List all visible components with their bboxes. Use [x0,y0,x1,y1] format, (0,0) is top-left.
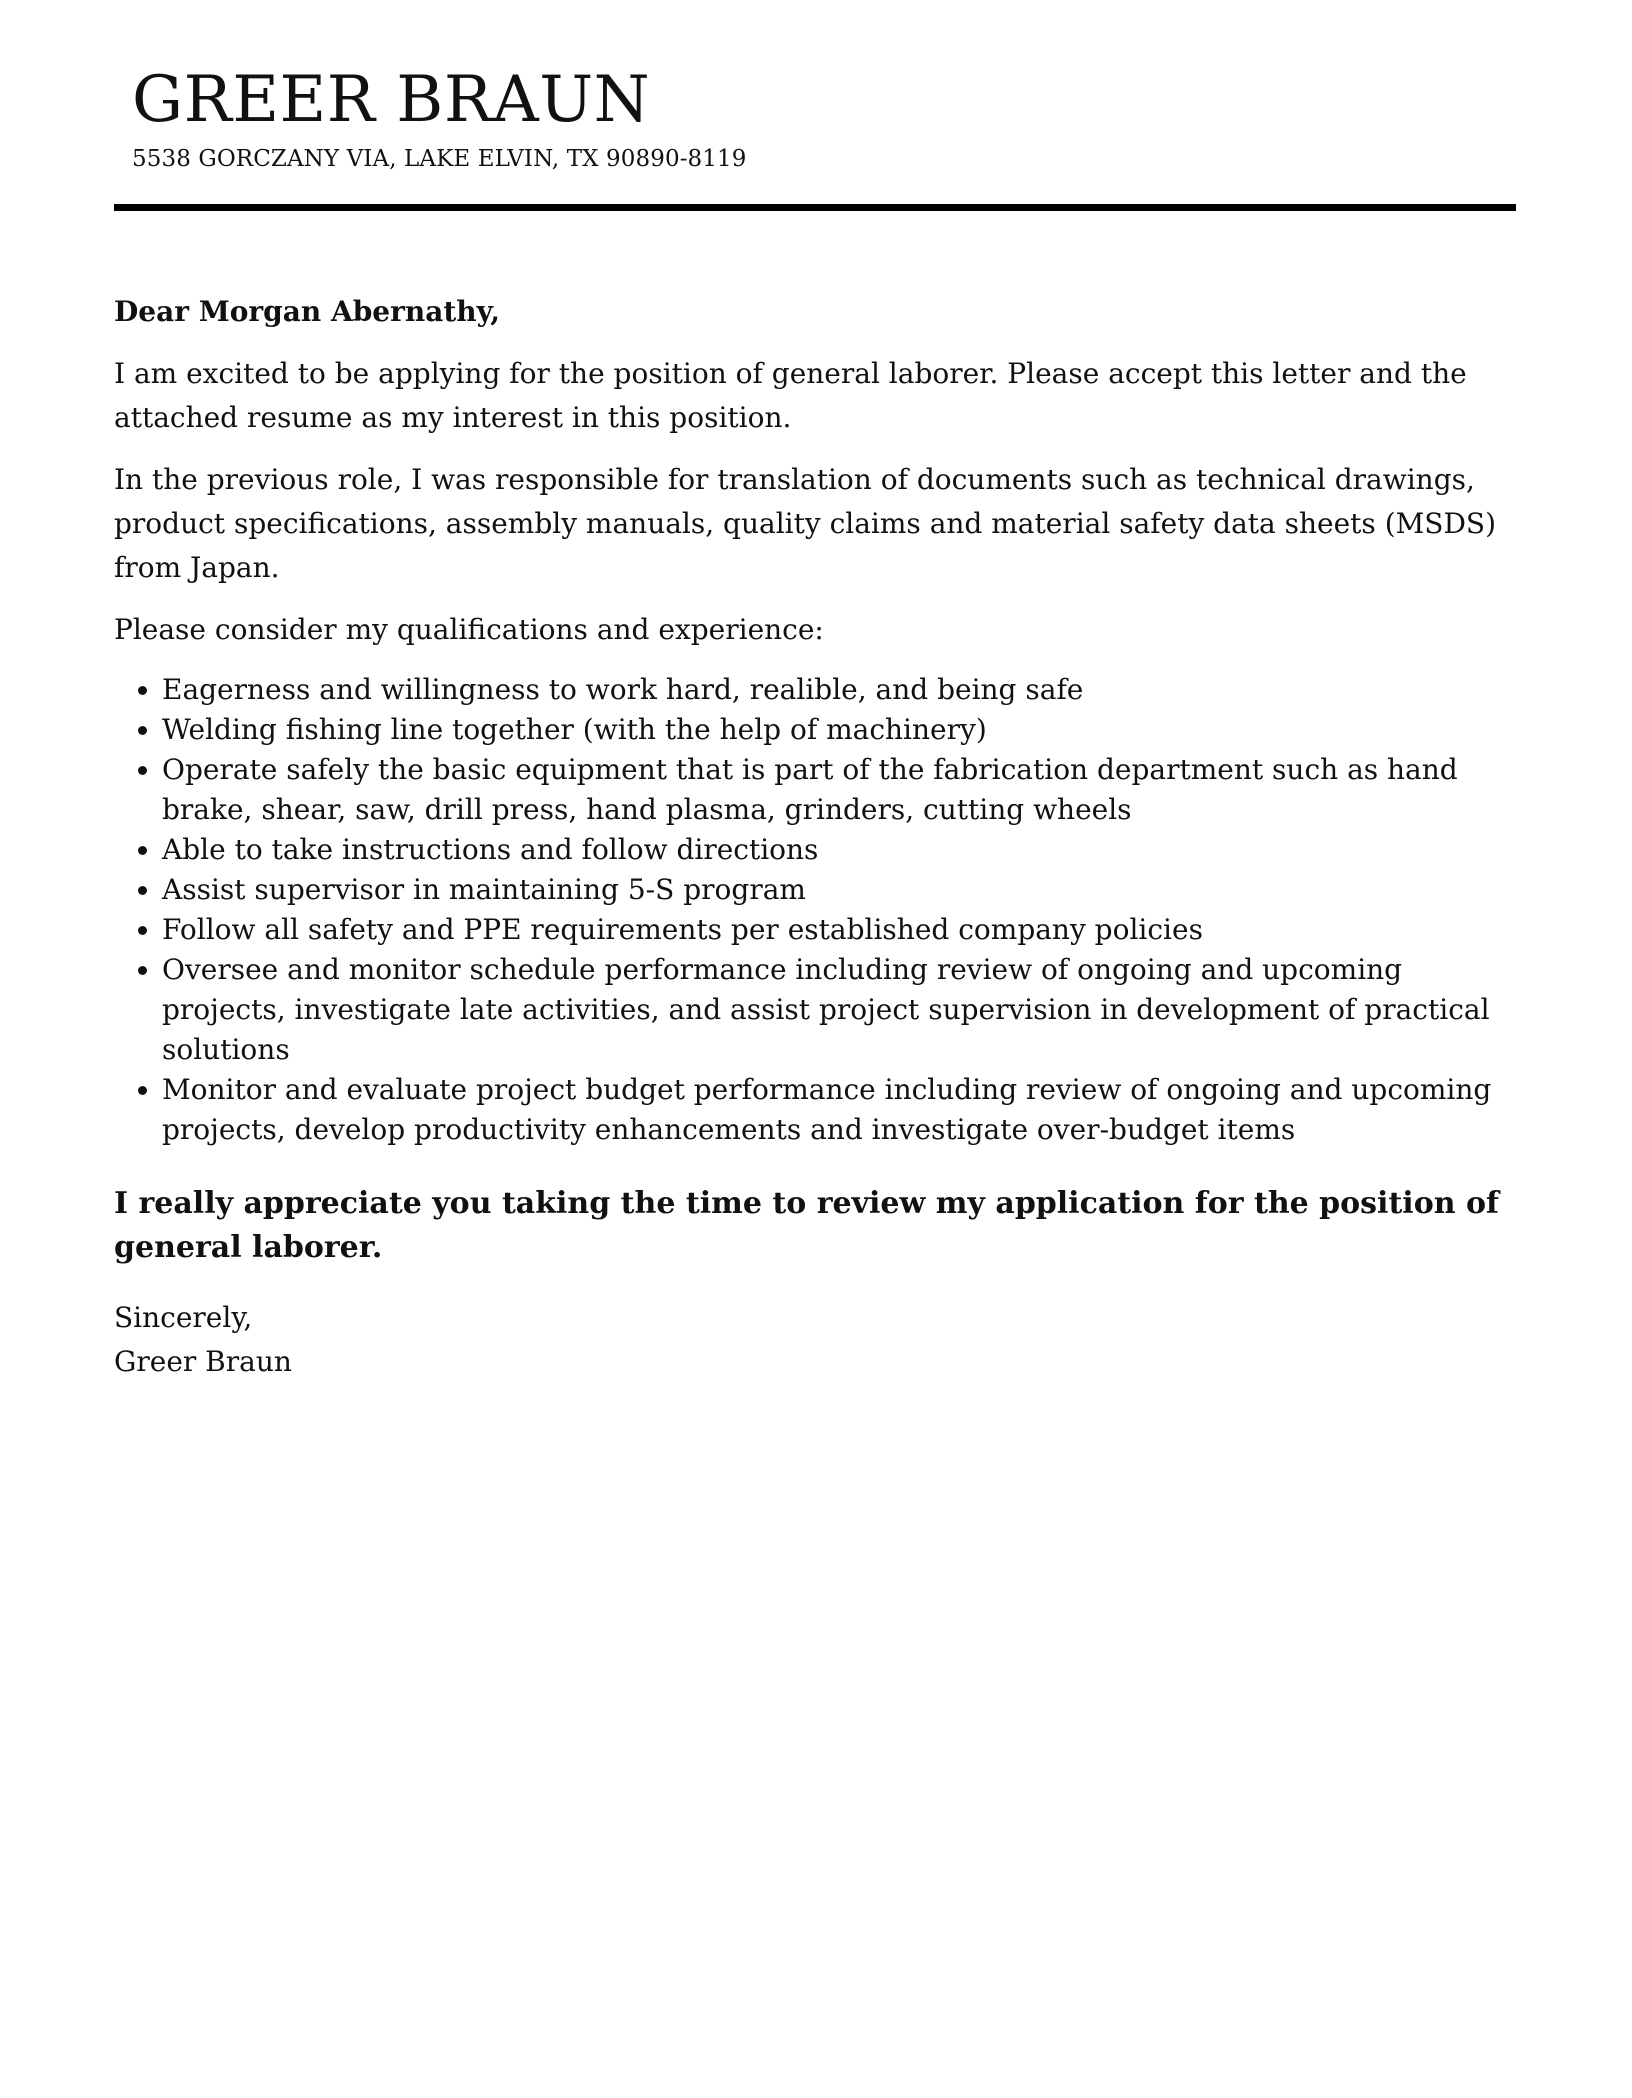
letter-header [132,62,1512,174]
list-item: • Assist supervisor in maintaining 5-S program [162,870,1516,910]
list-item: • Welding fishing line together (with the help of machinery) [162,710,1516,750]
list-item: • Operate safely the basic equipment that is part of the fabrication department such as hand brake, shear, saw, drill press, hand plasma, grinders, cutting wheels [162,750,1516,830]
experience-paragraph: In the previous role, I was responsible for translation of documents such as technical drawings, product specifications, assembly manuals, quality claims and material safety data sheets (MSDS) from Japan. [114,463,1497,584]
list-item: • Monitor and evaluate project budget performance including review of ongoing and upcoming projects, develop productivity enhancements and investigate over-budget items [162,1070,1516,1150]
list-item: • Eagerness and willingness to work hard, realible, and being safe [162,670,1516,710]
header-divider [114,204,1516,211]
list-item: • Oversee and monitor schedule performance including review of ongoing and upcoming projects, investigate late activities, and assist project supervision in development of practical solutions [162,950,1516,1070]
letter-body [114,290,1516,1384]
applicant-name: GREER BRAUN [132,63,651,137]
qualifications-intro: Please consider my qualifications and experience: [114,613,824,646]
closing-statement: I really appreciate you taking the time to review my application for the position of general laborer. [114,1186,1499,1265]
list-item: • Able to take instructions and follow directions [162,830,1516,870]
intro-paragraph: I am excited to be applying for the position of general laborer. Please accept this letter and the attached resume as my interest in this position. [114,357,1467,434]
signature-name: Greer Braun [114,1345,292,1378]
applicant-address: 5538 GORCZANY VIA, LAKE ELVIN, TX 90890-8119 [132,146,747,172]
signoff-block [114,1296,1516,1384]
list-item: • Follow all safety and PPE requirements per established company policies [162,910,1516,950]
qualifications-list [114,670,1516,1150]
signoff-text: Sincerely, [114,1301,253,1334]
greeting: Dear Morgan Abernathy, [114,295,500,328]
